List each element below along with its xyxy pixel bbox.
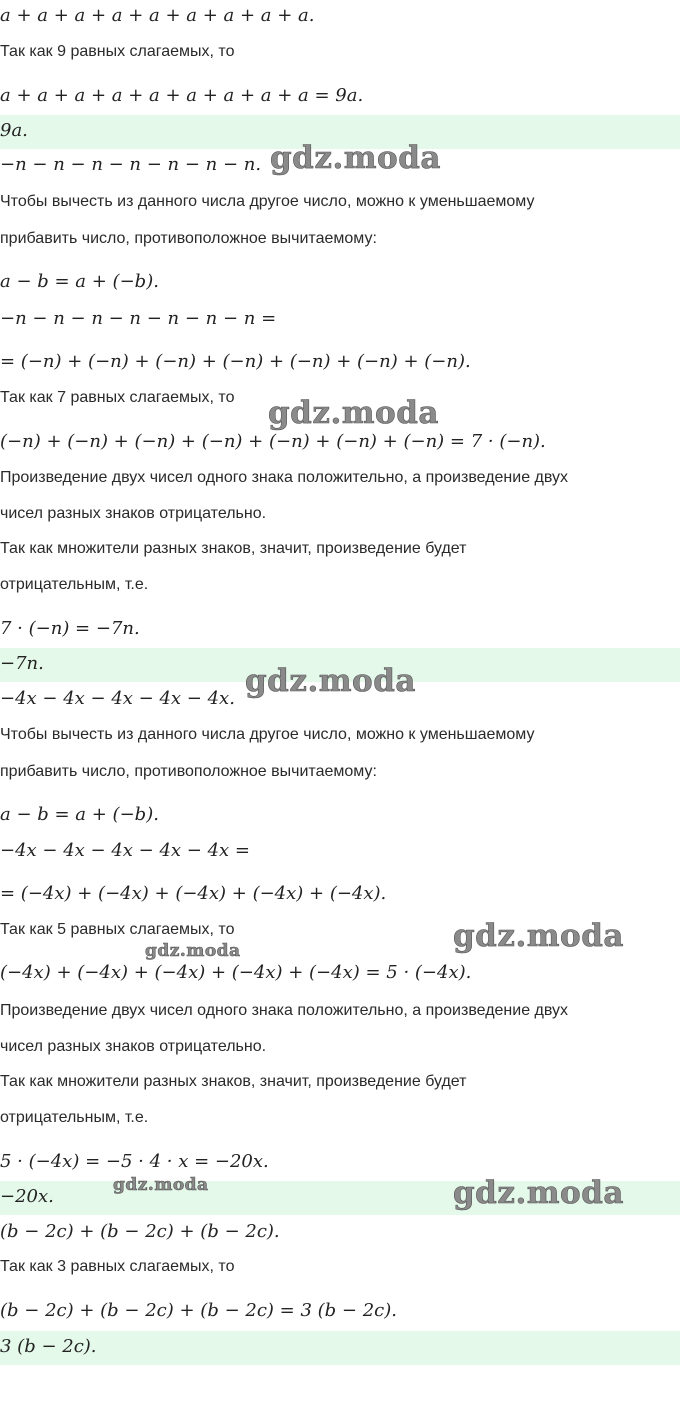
text-line: чисел разных знаков отрицательно. (0, 1038, 267, 1055)
formula-line: a − b = a + (−b). (0, 804, 159, 825)
watermark: gdz.moda (270, 140, 441, 176)
formula-line: 5 · (−4x) = −5 · 4 · x = −20x. (0, 1151, 269, 1172)
answer-line: 3 (b − 2c). (0, 1336, 97, 1357)
formula-line: (b − 2c) + (b − 2c) + (b − 2c) = 3 (b − 2c). (0, 1300, 397, 1321)
text-line: Так как множители разных знаков, значит, произведение будет (0, 1073, 467, 1090)
formula-line: 7 · (−n) = −7n. (0, 618, 140, 639)
formula-line: a − b = a + (−b). (0, 271, 159, 292)
watermark: gdz.moda (145, 941, 241, 961)
text-line: Произведение двух чисел одного знака положительно, а произведение двух (0, 1002, 569, 1019)
formula-line: −n − n − n − n − n − n − n = (0, 308, 277, 329)
answer-line: 9a. (0, 120, 28, 141)
text-line: Так как 5 равных слагаемых, то (0, 921, 235, 938)
watermark: gdz.moda (113, 1175, 209, 1195)
text-line: Чтобы вычесть из данного числа другое число, можно к уменьшаемому (0, 193, 535, 210)
text-line: отрицательным, т.е. (0, 1109, 149, 1126)
text-line: Так как множители разных знаков, значит, произведение будет (0, 540, 467, 557)
text-line: Так как 7 равных слагаемых, то (0, 389, 235, 406)
watermark: gdz.moda (453, 1175, 624, 1211)
answer-line: −20x. (0, 1186, 54, 1207)
text-line: Произведение двух чисел одного знака положительно, а произведение двух (0, 469, 569, 486)
formula-line: a + a + a + a + a + a + a + a + a = 9a. (0, 85, 364, 106)
answer-line: −7n. (0, 653, 44, 674)
text-line: прибавить число, противоположное вычитаемому: (0, 763, 377, 780)
formula-line: (b − 2c) + (b − 2c) + (b − 2c). (0, 1221, 280, 1242)
text-line: прибавить число, противоположное вычитаемому: (0, 230, 377, 247)
text-line: отрицательным, т.е. (0, 576, 149, 593)
answer-highlight (0, 1331, 680, 1365)
watermark: gdz.moda (245, 663, 416, 699)
text-line: Так как 9 равных слагаемых, то (0, 43, 235, 60)
formula-line: a + a + a + a + a + a + a + a + a. (0, 5, 315, 26)
formula-line: −n − n − n − n − n − n − n. (0, 154, 262, 175)
formula-line: = (−4x) + (−4x) + (−4x) + (−4x) + (−4x). (0, 883, 387, 904)
text-line: Чтобы вычесть из данного числа другое число, можно к уменьшаемому (0, 726, 535, 743)
watermark: gdz.moda (268, 395, 439, 431)
formula-line: −4x − 4x − 4x − 4x − 4x. (0, 688, 235, 709)
text-line: чисел разных знаков отрицательно. (0, 505, 267, 522)
text-line: Так как 3 равных слагаемых, то (0, 1258, 235, 1275)
formula-line: −4x − 4x − 4x − 4x − 4x = (0, 840, 251, 861)
formula-line: = (−n) + (−n) + (−n) + (−n) + (−n) + (−n) + (−n). (0, 351, 471, 372)
formula-line: (−4x) + (−4x) + (−4x) + (−4x) + (−4x) = 5 · (−4x). (0, 962, 472, 983)
formula-line: (−n) + (−n) + (−n) + (−n) + (−n) + (−n) + (−n) = 7 · (−n). (0, 431, 546, 452)
watermark: gdz.moda (453, 918, 624, 954)
